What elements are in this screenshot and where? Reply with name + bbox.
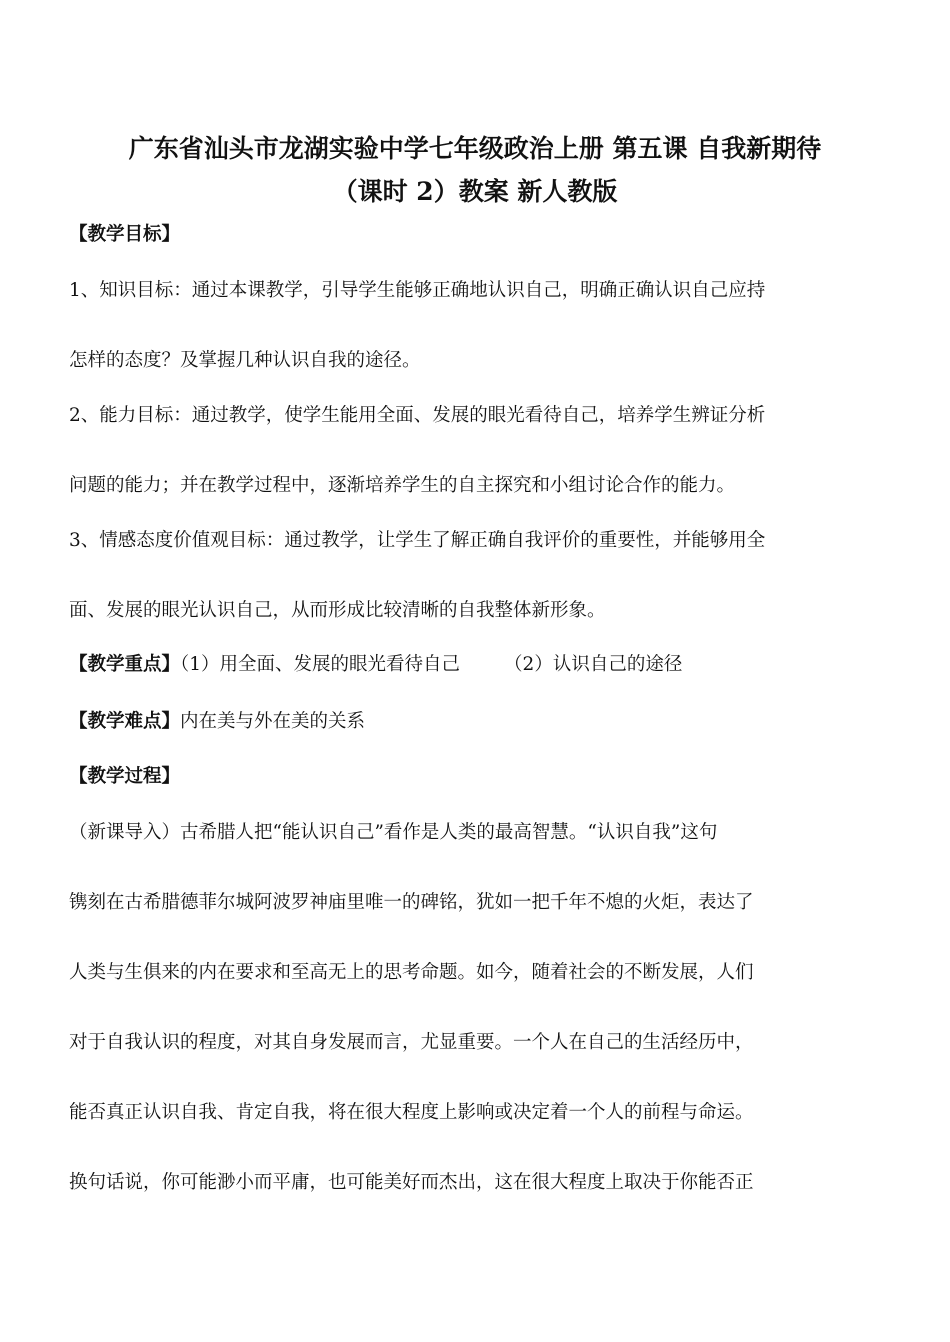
- goal-2-line-1: 2、能力目标：通过教学，使学生能用全面、发展的眼光看待自己，培养学生辨证分析: [69, 405, 766, 426]
- teaching-key-points: [69, 652, 682, 678]
- goal-1-line-2: 怎样的态度？及掌握几种认识自我的途径。: [69, 350, 421, 371]
- teaching-difficulty: [69, 709, 365, 735]
- process-line-5: 能否真正认识自我、肯定自我，将在很大程度上影响或决定着一个人的前程与命运。: [69, 1102, 754, 1123]
- process-line-3: 人类与生俱来的内在要求和至高无上的思考命题。如今，随着社会的不断发展，人们: [69, 962, 754, 983]
- document-title-line-1: 广东省汕头市龙湖实验中学七年级政治上册 第五课 自我新期待: [128, 134, 822, 163]
- goal-1-line-1: 1、知识目标：通过本课教学，引导学生能够正确地认识自己，明确正确认识自己应持: [69, 280, 766, 301]
- difficulty-text: 内在美与外在美的关系: [180, 711, 366, 732]
- process-line-4: 对于自我认识的程度，对其自身发展而言，尤显重要。一个人在自己的生活经历中，: [69, 1032, 754, 1053]
- process-line-1: （新课导入）古希腊人把“能认识自己”看作是人类的最高智慧。“认识自我”这句: [69, 822, 718, 843]
- process-line-6: 换句话说，你可能渺小而平庸，也可能美好而杰出，这在很大程度上取决于你能否正: [69, 1172, 754, 1193]
- key-point-1: （1）用全面、发展的眼光看待自己: [180, 654, 461, 675]
- document-title-line-2: （课时 2）教案 新人教版: [332, 177, 618, 206]
- goal-3-line-1: 3、情感态度价值观目标：通过教学，让学生了解正确自我评价的重要性，并能够用全: [69, 530, 766, 551]
- process-line-2: 镌刻在古希腊德菲尔城阿波罗神庙里唯一的碑铭，犹如一把千年不熄的火炬，表达了: [69, 892, 754, 913]
- difficulty-label: 【教学难点】: [69, 711, 181, 732]
- goal-3-line-2: 面、发展的眼光认识自己，从而形成比较清晰的自我整体新形象。: [69, 600, 606, 621]
- teaching-goals-heading: 【教学目标】: [69, 224, 181, 245]
- key-points-label: 【教学重点】: [69, 654, 181, 675]
- goal-2-line-2: 问题的能力；并在教学过程中，逐渐培养学生的自主探究和小组讨论合作的能力。: [69, 475, 736, 496]
- teaching-process-heading: 【教学过程】: [69, 766, 181, 787]
- key-point-2: （2）认识自己的途径: [504, 654, 683, 675]
